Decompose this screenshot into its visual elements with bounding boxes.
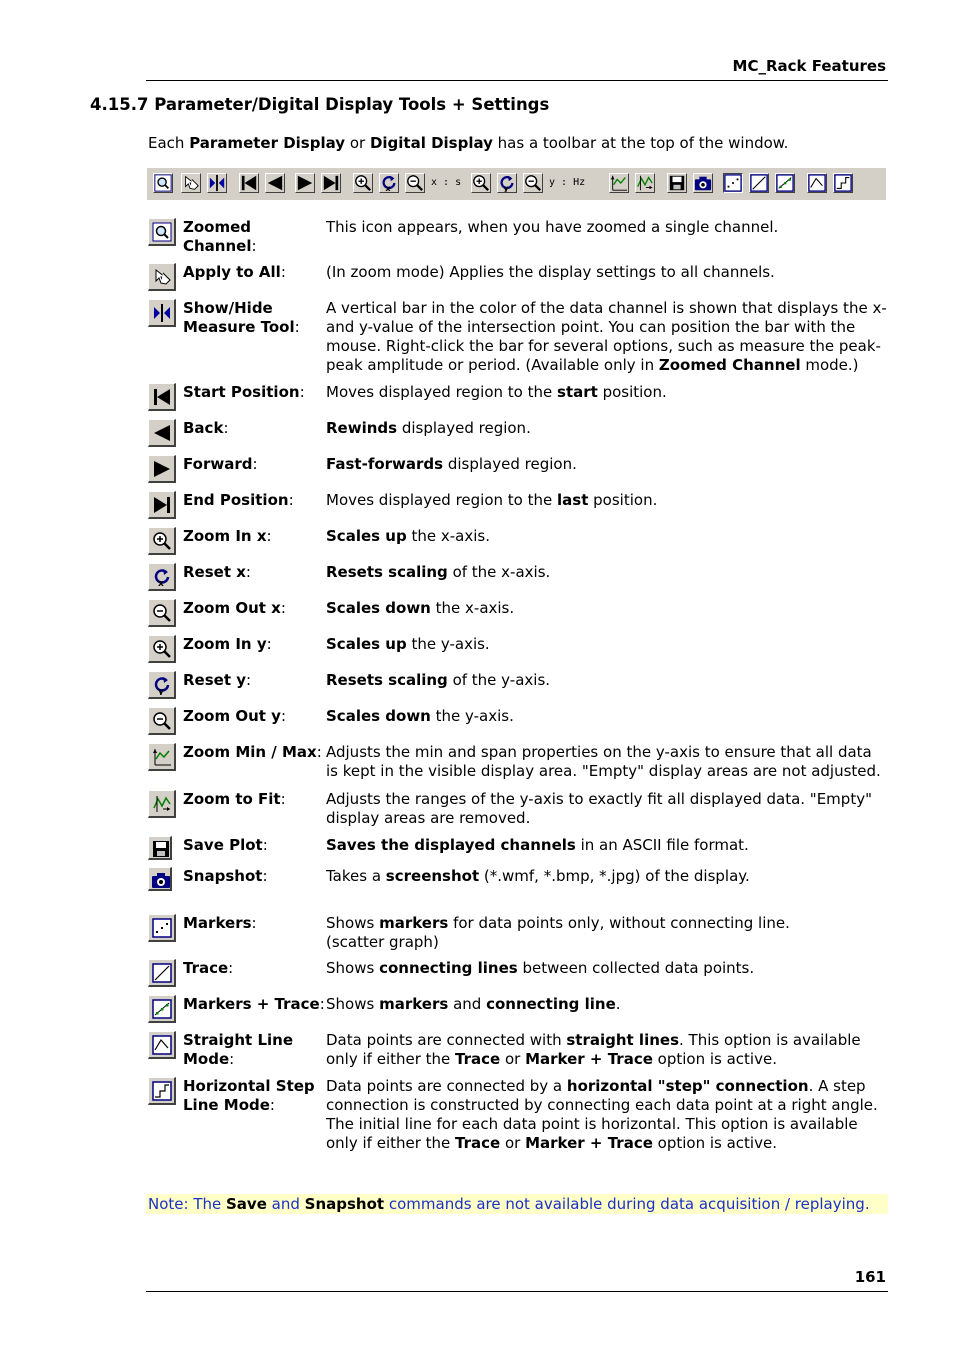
description-bold: markers — [379, 914, 449, 932]
tool-row-markers — [148, 914, 888, 958]
section-number: 4.15.7 — [90, 95, 149, 114]
intro-text: or — [345, 134, 370, 152]
description-bold: Scales up — [326, 635, 407, 653]
description-bold: Resets scaling — [326, 671, 448, 689]
toolbar-measure-tool-button[interactable] — [207, 173, 227, 193]
zoom-in-y-icon — [148, 635, 176, 663]
measure-tool-icon — [148, 299, 176, 327]
tool-term-label: Apply to All — [183, 263, 281, 281]
note-bold-save: Save — [226, 1195, 267, 1213]
tool-term: Back: — [183, 419, 229, 437]
description-bold: Saves the displayed channels — [326, 836, 576, 854]
end-position-icon — [148, 491, 176, 519]
zoom-out-x-icon — [148, 599, 176, 627]
snapshot-icon — [148, 867, 172, 891]
tool-term-label: Zoom Min / Max — [183, 743, 317, 761]
description-text: of the y-axis. — [447, 671, 551, 689]
end-position-icon — [322, 174, 340, 192]
description-bold: Scales up — [326, 527, 407, 545]
description-text: A vertical bar in the color of the data channel is shown that displays the x- and y-value of the intersection point. You can position the bar with the mouse. Right-click the bar for several options, such as measure the peak-peak amplitude or period. (Available only in — [326, 299, 887, 374]
description-text: Shows — [326, 959, 380, 977]
tool-term: Zoom Out y: — [183, 707, 287, 725]
tool-term-label: Show/Hide Measure Tool — [183, 299, 295, 336]
save-plot-icon — [668, 174, 686, 192]
description-text: (In zoom mode) Applies the display settings to all channels. — [326, 263, 775, 281]
description-text: . — [615, 995, 621, 1013]
toolbar-zoomed-channel-button[interactable] — [153, 173, 173, 193]
svg-text:x: x — [158, 579, 164, 587]
description-bold: Marker + Trace — [525, 1134, 653, 1152]
tool-description — [326, 218, 888, 237]
toolbar-end-position-button[interactable] — [321, 173, 341, 193]
intro-paragraph — [148, 134, 788, 152]
toolbar-zoom-to-fit-button[interactable] — [635, 173, 655, 193]
save-plot-icon — [148, 836, 172, 860]
tool-term-label: Trace — [183, 959, 229, 977]
description-bold: horizontal "step" connection — [566, 1077, 809, 1095]
intro-text: has a toolbar at the top of the window. — [492, 134, 789, 152]
description-text: Takes a — [326, 867, 386, 885]
forward-icon — [296, 174, 314, 192]
tool-term: Markers: — [183, 914, 257, 932]
toolbar-zoom-in-y-button[interactable] — [471, 173, 491, 193]
tool-term-label: Snapshot — [183, 867, 263, 885]
description-text: Adjusts the min and span properties on the y-axis to ensure that all data is kept in the visible display area. "Empty" display areas are not adjusted. — [326, 743, 881, 780]
tool-description — [326, 635, 888, 654]
tool-term-label: Markers + Trace — [183, 995, 320, 1013]
description-text: the x-axis. — [406, 527, 490, 545]
toolbar-zoom-out-y-button[interactable] — [523, 173, 543, 193]
tool-term: Snapshot: — [183, 867, 268, 885]
description-text: . A step connection is constructed by connecting each data point at a right angle. The initial line for each data point is horizontal. This option is available only if either the — [326, 1077, 878, 1152]
tool-term-label: Reset x — [183, 563, 246, 581]
description-bold: straight lines — [566, 1031, 679, 1049]
markers-icon — [724, 174, 742, 192]
tool-term: Show/Hide Measure Tool: — [183, 299, 300, 336]
tool-term: Markers + Trace: — [183, 995, 325, 1013]
tool-description — [326, 1077, 888, 1153]
description-bold: Trace — [455, 1050, 501, 1068]
start-position-icon — [240, 174, 258, 192]
trace-icon — [750, 174, 768, 192]
description-text: for data points only, without connecting line. — [448, 914, 790, 932]
header-rule — [146, 80, 888, 81]
note-bold-snapshot: Snapshot — [304, 1195, 385, 1213]
tool-description — [326, 671, 888, 690]
note-text: commands are not available during data acquisition / replaying. — [384, 1195, 870, 1213]
tool-term-label: Horizontal Step Line Mode — [183, 1077, 315, 1114]
tool-term: Straight Line Mode: — [183, 1031, 293, 1068]
description-text: Shows — [326, 914, 380, 932]
zoomed-channel-icon — [148, 218, 176, 246]
tool-description — [326, 491, 888, 510]
zoom-min-max-icon — [148, 743, 176, 771]
description-text: Moves displayed region to the — [326, 491, 558, 509]
tool-row-snapshot — [148, 867, 888, 911]
toolbar-forward-button[interactable] — [295, 173, 315, 193]
tool-term-label: End Position — [183, 491, 289, 509]
measure-tool-icon — [208, 174, 226, 192]
tool-term-label: Zoom In x — [183, 527, 267, 545]
tool-term-label: Start Position — [183, 383, 300, 401]
toolbar-back-button[interactable] — [265, 173, 285, 193]
description-text: the x-axis. — [430, 599, 515, 617]
description-text: (*.wmf, *.bmp, *.jpg) of the display. — [479, 867, 750, 885]
tool-description — [326, 995, 888, 1014]
description-bold: Rewinds — [326, 419, 398, 437]
toolbar-zoom-out-x-button[interactable] — [405, 173, 425, 193]
back-icon — [266, 174, 284, 192]
toolbar-save-plot-button[interactable] — [667, 173, 687, 193]
tool-term: Reset y: — [183, 671, 252, 689]
tool-row-measure-tool — [148, 299, 888, 374]
tool-term: Start Position: — [183, 383, 305, 401]
description-bold: Trace — [455, 1134, 501, 1152]
tool-term-label: Markers — [183, 914, 252, 932]
zoom-out-x-icon — [406, 174, 424, 192]
intro-bold-parameter-display: Parameter Display — [189, 134, 346, 152]
markers-trace-icon — [148, 995, 176, 1023]
tool-description — [326, 455, 888, 474]
straight-line-mode-icon — [148, 1031, 176, 1059]
tool-row-zoom-to-fit — [148, 790, 888, 834]
toolbar-reset-y-button[interactable] — [497, 173, 517, 193]
markers-trace-icon — [776, 174, 794, 192]
toolbar-apply-to-all-button[interactable] — [181, 173, 201, 193]
description-text: displayed region. — [443, 455, 577, 473]
section-title — [90, 95, 549, 114]
note-box — [146, 1194, 888, 1214]
description-text: This icon appears, when you have zoomed a single channel. — [326, 218, 779, 236]
display-toolbar — [147, 168, 886, 200]
tool-term-label: Zoom Out y — [183, 707, 281, 725]
description-text: between collected data points. — [517, 959, 755, 977]
zoom-to-fit-icon — [636, 174, 654, 192]
tool-row-zoomed-channel — [148, 218, 888, 262]
running-header: MC_Rack Features — [732, 57, 886, 75]
tool-term: Horizontal Step Line Mode: — [183, 1077, 315, 1114]
tool-term: Zoom In x: — [183, 527, 272, 545]
description-bold: connecting line — [486, 995, 616, 1013]
tool-description — [326, 959, 888, 978]
description-bold: connecting lines — [379, 959, 518, 977]
zoom-in-x-icon — [148, 527, 176, 555]
footer-rule — [146, 1291, 888, 1292]
tool-description — [326, 1031, 888, 1069]
straight-line-mode-icon — [808, 174, 826, 192]
toolbar-snapshot-button[interactable] — [693, 173, 713, 193]
toolbar-straight-line-mode-button[interactable] — [807, 173, 827, 193]
horizontal-step-icon — [148, 1077, 176, 1105]
tool-description — [326, 383, 888, 402]
tool-row-horizontal-step — [148, 1077, 888, 1152]
tool-term-label: Zoomed Channel — [183, 218, 252, 255]
tool-term: Zoom In y: — [183, 635, 272, 653]
description-text: Moves displayed region to the — [326, 383, 558, 401]
tool-term: Trace: — [183, 959, 234, 977]
description-bold: Fast-forwards — [326, 455, 444, 473]
description-bold: Marker + Trace — [525, 1050, 653, 1068]
description-text: . This option is available only if either the — [326, 1031, 861, 1068]
tool-description — [326, 527, 888, 546]
apply-to-all-icon — [148, 263, 176, 291]
toolbar-horizontal-step-button[interactable] — [833, 173, 853, 193]
toolbar-reset-x-button[interactable] — [379, 173, 399, 193]
tool-row-zoom-min-max — [148, 743, 888, 787]
tool-description — [326, 263, 888, 282]
apply-to-all-icon — [182, 174, 200, 192]
tool-term: Apply to All: — [183, 263, 286, 281]
tool-term: Zoom Min / Max: — [183, 743, 322, 761]
tool-term: Zoom to Fit: — [183, 790, 286, 808]
tool-term-label: Back — [183, 419, 224, 437]
description-text: Shows — [326, 995, 380, 1013]
zoom-in-y-icon — [472, 174, 490, 192]
description-text: position. — [597, 383, 667, 401]
tool-term: Save Plot: — [183, 836, 268, 854]
reset-x-icon — [380, 174, 398, 192]
description-text: or — [500, 1134, 526, 1152]
note-text: and — [266, 1195, 305, 1213]
tool-description — [326, 836, 888, 855]
description-text: option is active. — [652, 1050, 777, 1068]
description-text: option is active. — [652, 1134, 777, 1152]
section-heading: Parameter/Digital Display Tools + Settings — [154, 95, 550, 114]
tool-description — [326, 790, 888, 828]
description-text: and — [448, 995, 487, 1013]
intro-text: Each — [148, 134, 190, 152]
description-text: Data points are connected with — [326, 1031, 567, 1049]
description-text: the y-axis. — [430, 707, 514, 725]
description-bold: start — [557, 383, 598, 401]
tool-term: Zoom Out x: — [183, 599, 286, 617]
toolbar-x-unit-label: x : s — [431, 177, 462, 188]
tool-description — [326, 707, 888, 726]
tool-description — [326, 563, 888, 582]
toolbar-trace-button[interactable] — [749, 173, 769, 193]
note-text: Note: The — [148, 1195, 226, 1213]
zoom-out-y-icon — [148, 707, 176, 735]
tool-description — [326, 419, 888, 438]
markers-icon — [148, 914, 176, 942]
reset-y-icon — [498, 174, 516, 192]
description-bold: Scales down — [326, 599, 431, 617]
description-text: of the x-axis. — [447, 563, 551, 581]
tool-term: End Position: — [183, 491, 294, 509]
tool-term-label: Reset y — [183, 671, 246, 689]
description-bold: Resets scaling — [326, 563, 448, 581]
svg-text:y: y — [158, 687, 164, 695]
tool-term: Reset x: — [183, 563, 251, 581]
start-position-icon — [148, 383, 176, 411]
toolbar-y-unit-label: y : Hz — [549, 177, 586, 188]
tool-description — [326, 599, 888, 618]
tool-description — [326, 299, 888, 375]
tool-row-straight-line-mode — [148, 1031, 888, 1075]
tool-term-label: Forward — [183, 455, 253, 473]
intro-bold-digital-display: Digital Display — [369, 134, 493, 152]
toolbar-zoom-in-x-button[interactable] — [353, 173, 373, 193]
description-text: Data points are connected by a — [326, 1077, 567, 1095]
svg-text:x: x — [385, 183, 391, 192]
description-text: the y-axis. — [406, 635, 490, 653]
description-text: mode.) — [800, 356, 859, 374]
zoom-out-y-icon — [524, 174, 542, 192]
zoom-min-max-icon — [610, 174, 628, 192]
tool-term: Zoomed Channel: — [183, 218, 257, 255]
tool-description — [326, 867, 888, 886]
zoomed-channel-icon — [154, 174, 172, 192]
description-text: Adjusts the ranges of the y-axis to exactly fit all displayed data. "Empty" display areas are removed. — [326, 790, 872, 827]
back-icon — [148, 419, 176, 447]
description-bold: last — [557, 491, 589, 509]
description-text: position. — [588, 491, 658, 509]
page-number: 161 — [854, 1268, 886, 1286]
forward-icon — [148, 455, 176, 483]
zoom-in-x-icon — [354, 174, 372, 192]
description-text: displayed region. — [397, 419, 531, 437]
tool-term: Forward: — [183, 455, 258, 473]
tool-term-label: Zoom to Fit — [183, 790, 281, 808]
tool-term-label: Zoom In y — [183, 635, 267, 653]
toolbar-zoom-min-max-button[interactable] — [609, 173, 629, 193]
snapshot-icon — [694, 174, 712, 192]
toolbar-start-position-button[interactable] — [239, 173, 259, 193]
description-text: in an ASCII file format. — [575, 836, 749, 854]
tool-term-label: Zoom Out x — [183, 599, 281, 617]
svg-text:y: y — [503, 183, 509, 192]
description-text: or — [500, 1050, 526, 1068]
tool-term-label: Save Plot — [183, 836, 263, 854]
horizontal-step-icon — [834, 174, 852, 192]
tool-description — [326, 743, 888, 781]
reset-y-icon — [148, 671, 176, 699]
description-bold: Zoomed Channel — [658, 356, 801, 374]
description-text: (scatter graph) — [326, 933, 439, 951]
description-bold: markers — [379, 995, 449, 1013]
toolbar-markers-button[interactable] — [723, 173, 743, 193]
tool-term-label: Straight Line Mode — [183, 1031, 293, 1068]
zoom-to-fit-icon — [148, 790, 176, 818]
description-bold: screenshot — [385, 867, 480, 885]
tool-description — [326, 914, 888, 952]
trace-icon — [148, 959, 176, 987]
reset-x-icon — [148, 563, 176, 591]
toolbar-markers-trace-button[interactable] — [775, 173, 795, 193]
description-bold: Scales down — [326, 707, 431, 725]
